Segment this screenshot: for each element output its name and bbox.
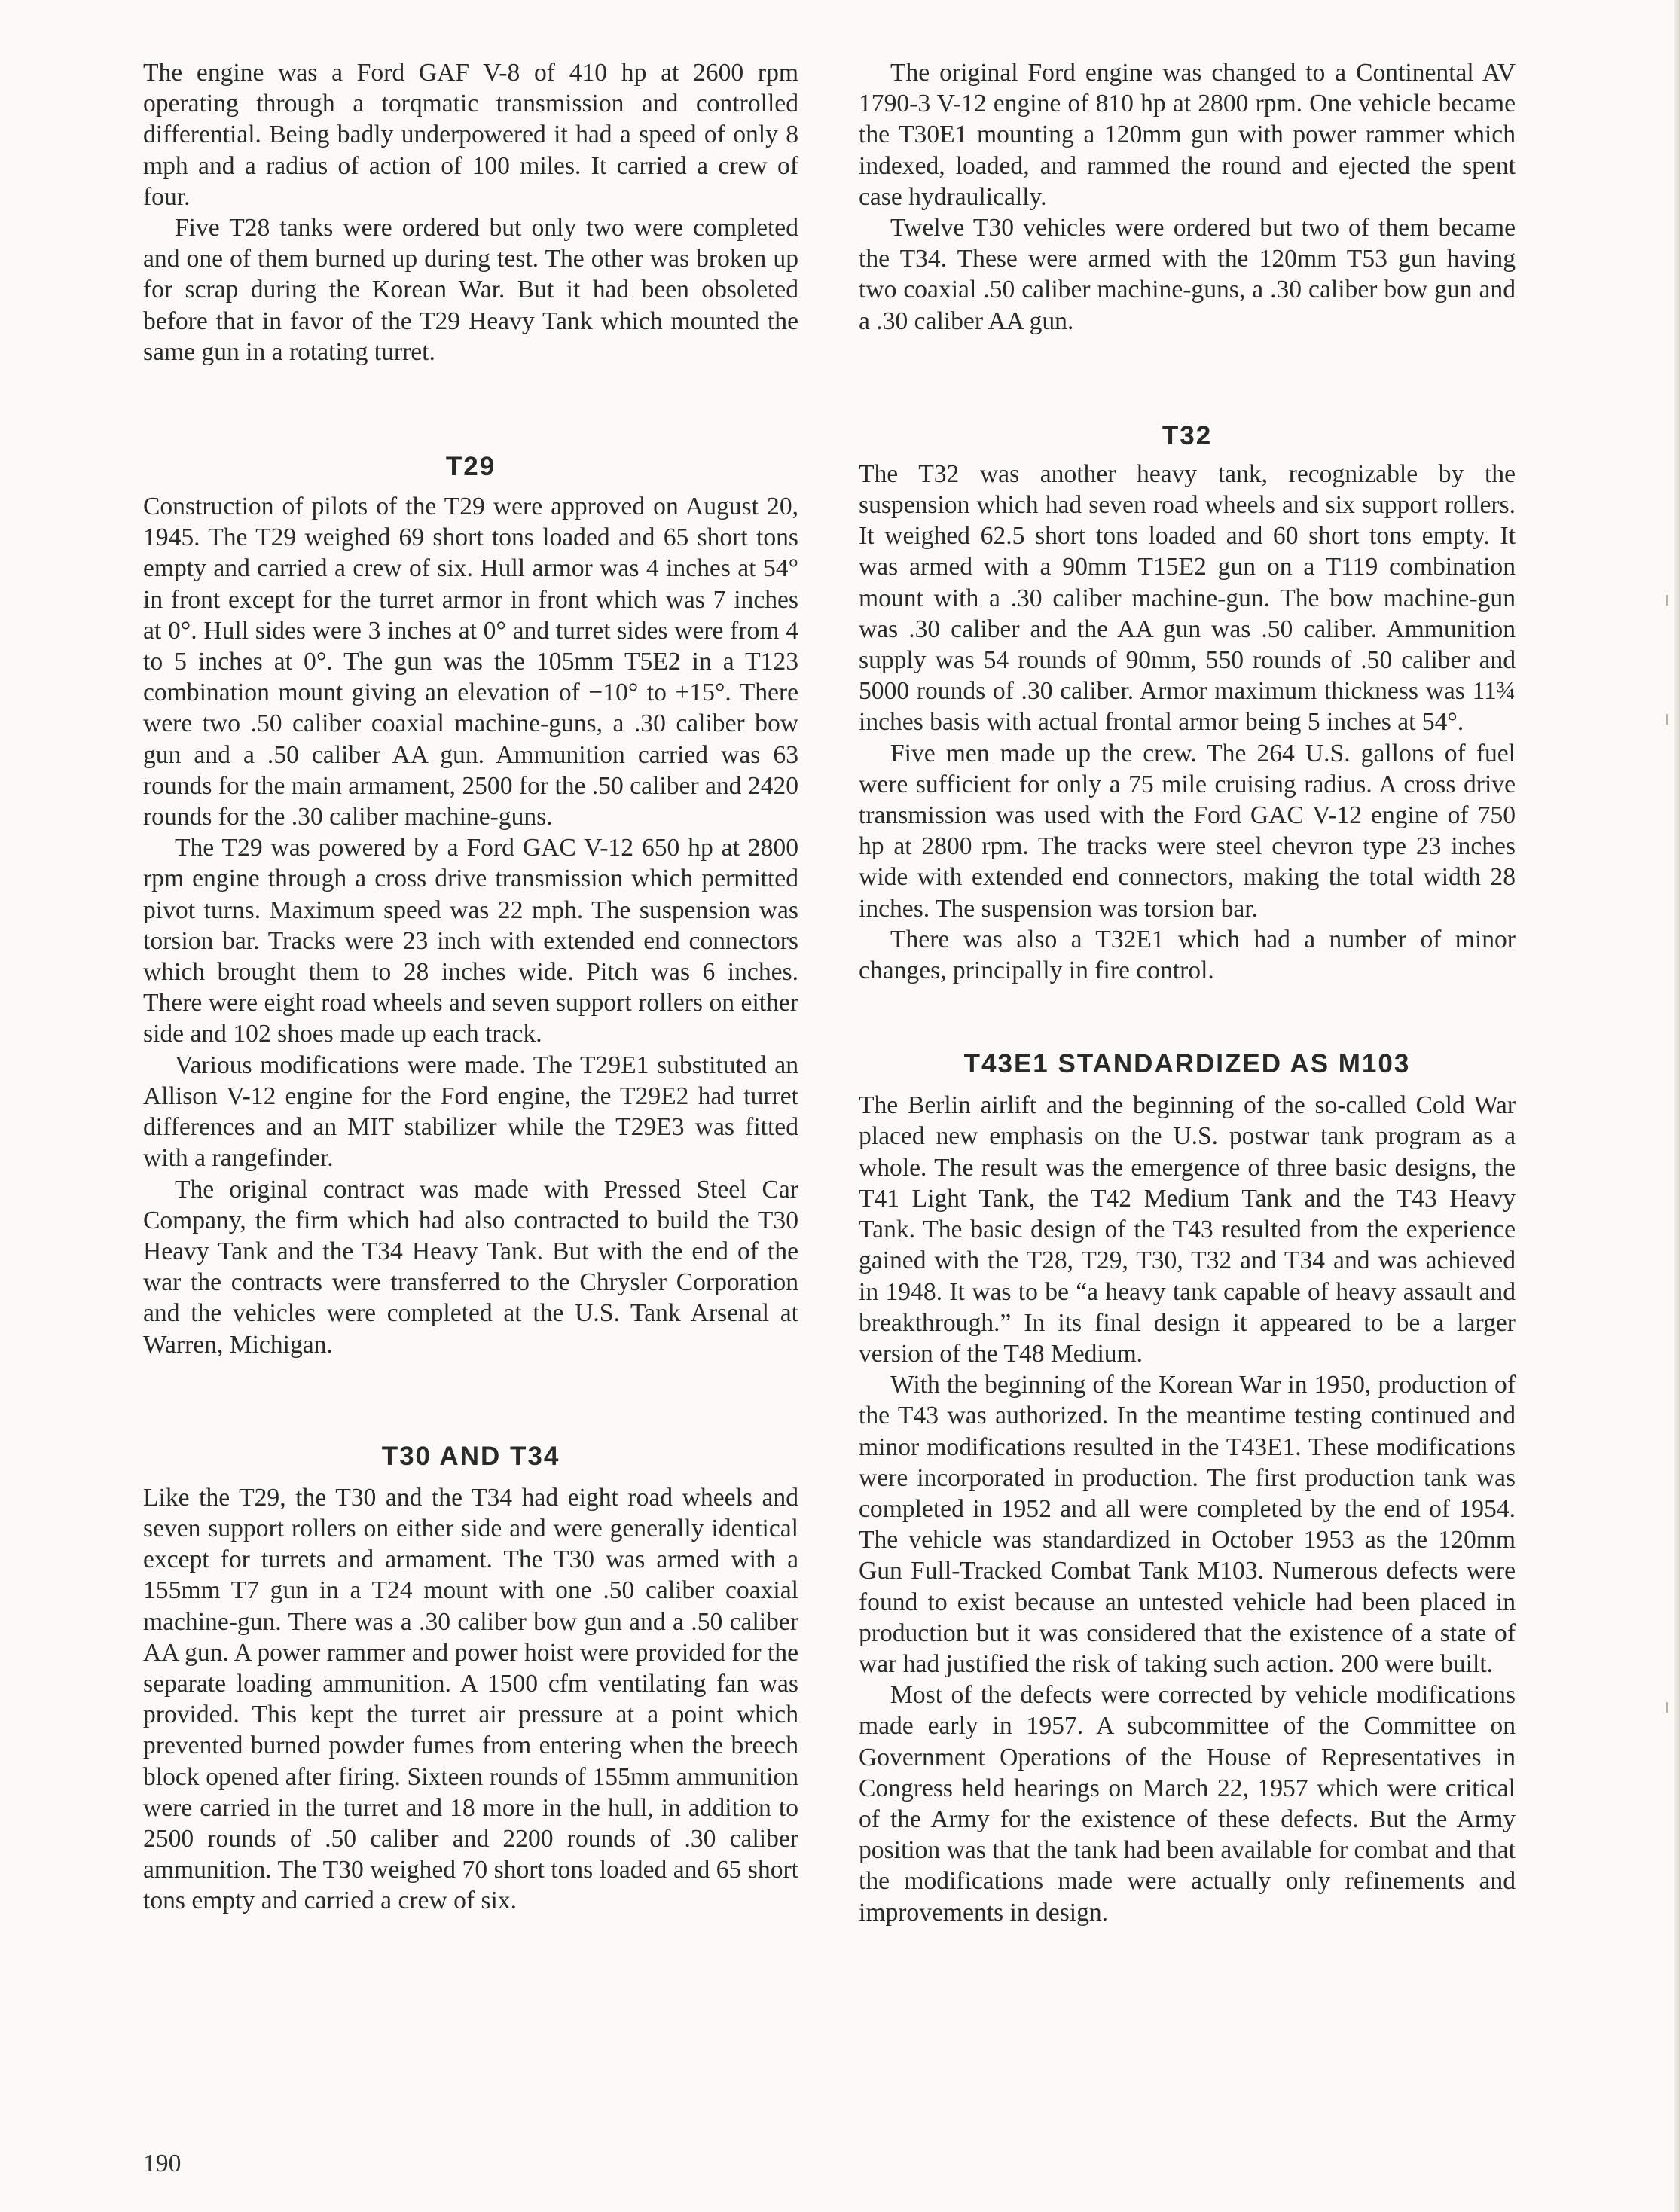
paragraph-t29-powertrain: The T29 was powered by a Ford GAC V-12 650 hp at 2800 rpm engine through a cross drive transmission which permitted pivot turns. Maximum speed was 22 mph. The suspension was torsion bar. Tracks were 23 inch with extended end connectors which brought them to 28 inches wide. Pitch was 6 inches. There were eight road wheels and seven support rollers on either side and 102 shoes made up each track. bbox=[143, 834, 798, 1048]
paragraph-t43-origin: The Berlin airlift and the beginning of the so-called Cold War placed new emphasis on the U.S. postwar tank program as a whole. The result was the emergence of three basic designs, the T41 Light Tank, the T42 Medium Tank and the T43 Heavy Tank. The basic design of the T43 resulted from the experience gained with the T28, T29, T30, T32 and T34 and was achieved in 1948. It was to be “a heavy tank capable of heavy assault and breakthrough.” In its final design it appeared to be a larger version of the T48 Medium. bbox=[859, 1091, 1516, 1368]
paragraph-t32e1: There was also a T32E1 which had a number of minor changes, principally in fire control. bbox=[859, 925, 1516, 985]
paragraph-t34: Twelve T30 vehicles were ordered but two of them became the T34. These were armed with the 120mm T53 gun having two coaxial .50 caliber machine-guns, a .30 caliber bow gun and a .30 caliber AA gun. bbox=[859, 214, 1516, 335]
paragraph-t32-crew: Five men made up the crew. The 264 U.S. gallons of fuel were sufficient for only a 75 mile cruising radius. A cross drive transmission was used with the Ford GAC V-12 engine of 750 hp at 2800 rpm. The tracks were steel chevron type 23 inches wide with extended end connectors, making the total width 28 inches. The suspension was torsion bar. bbox=[859, 739, 1516, 923]
section-heading-t30-t34: T30 AND T34 bbox=[381, 1441, 560, 1471]
paragraph-t30-engine: The original Ford engine was changed to a Continental AV 1790-3 V-12 engine of 810 hp at 2800 rpm. One vehicle became the T30E1 mounting a 120mm gun with power rammer which indexed, loaded, and rammed the round and ejected the spent case hydraulically. bbox=[859, 59, 1516, 211]
right-column bbox=[859, 57, 1516, 1928]
paragraph-t43-defects: Most of the defects were corrected by vehicle modifications made early in 1957. A subcommittee of the Committee on Government Operations of the House of Representatives in Congress held hearings on March 22, 1957 which were critical of the Army for the existence of these defects. But the Army position was that the tank had been available for combat and that the modifications made were actually only refinements and improvements in design. bbox=[859, 1681, 1516, 1927]
paragraph-t32-specs: The T32 was another heavy tank, recognizable by the suspension which had seven road wheels and six support rollers. It weighed 62.5 short tons loaded and 60 short tons empty. It was armed with a 90mm T15E2 gun on a T119 combination mount with a .30 caliber machine-gun. The bow machine-gun was .30 caliber and the AA gun was .50 caliber. Ammunition supply was 54 rounds of 90mm, 550 rounds of .50 caliber and 5000 rounds of .30 caliber. Armor maximum thickness was 11¾ inches basis with actual frontal armor being 5 inches at 54°. bbox=[859, 459, 1516, 737]
paragraph-t29-modifications: Various modifications were made. The T29E1 substituted an Allison V-12 engine for the Ford engine, the T29E2 had turret differences and an MIT stabilizer while the T29E3 was fitted with a rangefinder. bbox=[143, 1051, 798, 1173]
paragraph-t29-contract: The original contract was made with Pressed Steel Car Company, the firm which had also contracted to build the T30 Heavy Tank and the T34 Heavy Tank. But with the end of the war the contracts were transferred to the Chrysler Corporation and the vehicles were completed at the U.S. Tank Arsenal at Warren, Michigan. bbox=[143, 1175, 798, 1359]
section-heading-t43e1: T43E1 STANDARDIZED AS M103 bbox=[963, 1049, 1411, 1079]
paragraph-t43-production: With the beginning of the Korean War in 1950, production of the T43 was authorized. In the meantime testing continued and minor modifications resulted in the T43E1. These modifications were incorporated in production. The first production tank was completed in 1952 and all were completed by the end of 1954. The vehicle was standardized in October 1953 as the 120mm Gun Full-Tracked Combat Tank M103. Numerous defects were found to exist because an untested vehicle had been placed in production but it was considered that the existence of a state of war had justified the risk of taking such action. 200 were built. bbox=[859, 1371, 1516, 1678]
paragraph-t29-specs: Construction of pilots of the T29 were approved on August 20, 1945. The T29 weighed 69 short tons loaded and 65 short tons empty and carried a crew of six. Hull armor was 4 inches at 54° in front except for the turret armor in front which was 7 inches at 0°. Hull sides were 3 inches at 0° and turret sides were from 4 to 5 inches at 0°. The gun was the 105mm T5E2 in a T123 combination mount giving an elevation of −10° to +15°. There were two .50 caliber coaxial machine-guns, a .30 caliber bow gun and a .50 caliber AA gun. Ammunition carried was 63 rounds for the main armament, 2500 for the .50 caliber and 2420 rounds for the .30 caliber machine-guns. bbox=[143, 493, 798, 831]
section-heading-t29: T29 bbox=[445, 452, 496, 482]
scan-mark bbox=[1666, 1702, 1668, 1713]
paragraph-t28-orders: Five T28 tanks were ordered but only two were completed and one of them burned up during test. The other was broken up for scrap during the Korean War. But it had been obsoleted before that in favor of the T29 Heavy Tank which mounted the same gun in a rotating turret. bbox=[143, 214, 798, 366]
scan-edge bbox=[1674, 0, 1679, 2212]
paragraph-engine: The engine was a Ford GAF V-8 of 410 hp at 2600 rpm operating through a torqmatic transmission and controlled differential. Being badly underpowered it had a speed of only 8 mph and a radius of action of 100 miles. It carried a crew of four. bbox=[143, 59, 798, 211]
paragraph-t30-specs: Like the T29, the T30 and the T34 had eight road wheels and seven support rollers on either side and were generally identical except for turrets and armament. The T30 was armed with a 155mm T7 gun in a T24 mount with one .50 caliber coaxial machine-gun. There was a .30 caliber bow gun and a .50 caliber AA gun. A power rammer and power hoist were provided for the separate loading ammunition. A 1500 cfm ventilating fan was provided. This kept the turret air pressure at a point which prevented burned powder fumes from entering when the breech block opened after firing. Sixteen rounds of 155mm ammunition were carried in the turret and 18 more in the hull, in addition to 2500 rounds of .50 caliber and 2200 rounds of .30 caliber ammunition. The T30 weighed 70 short tons loaded and 65 short tons empty and carried a crew of six. bbox=[143, 1483, 798, 1915]
section-heading-t32: T32 bbox=[1162, 420, 1213, 450]
scan-mark bbox=[1666, 595, 1668, 606]
scan-mark bbox=[1666, 714, 1668, 725]
left-column bbox=[143, 57, 798, 1917]
page-number: 190 bbox=[143, 2149, 182, 2177]
